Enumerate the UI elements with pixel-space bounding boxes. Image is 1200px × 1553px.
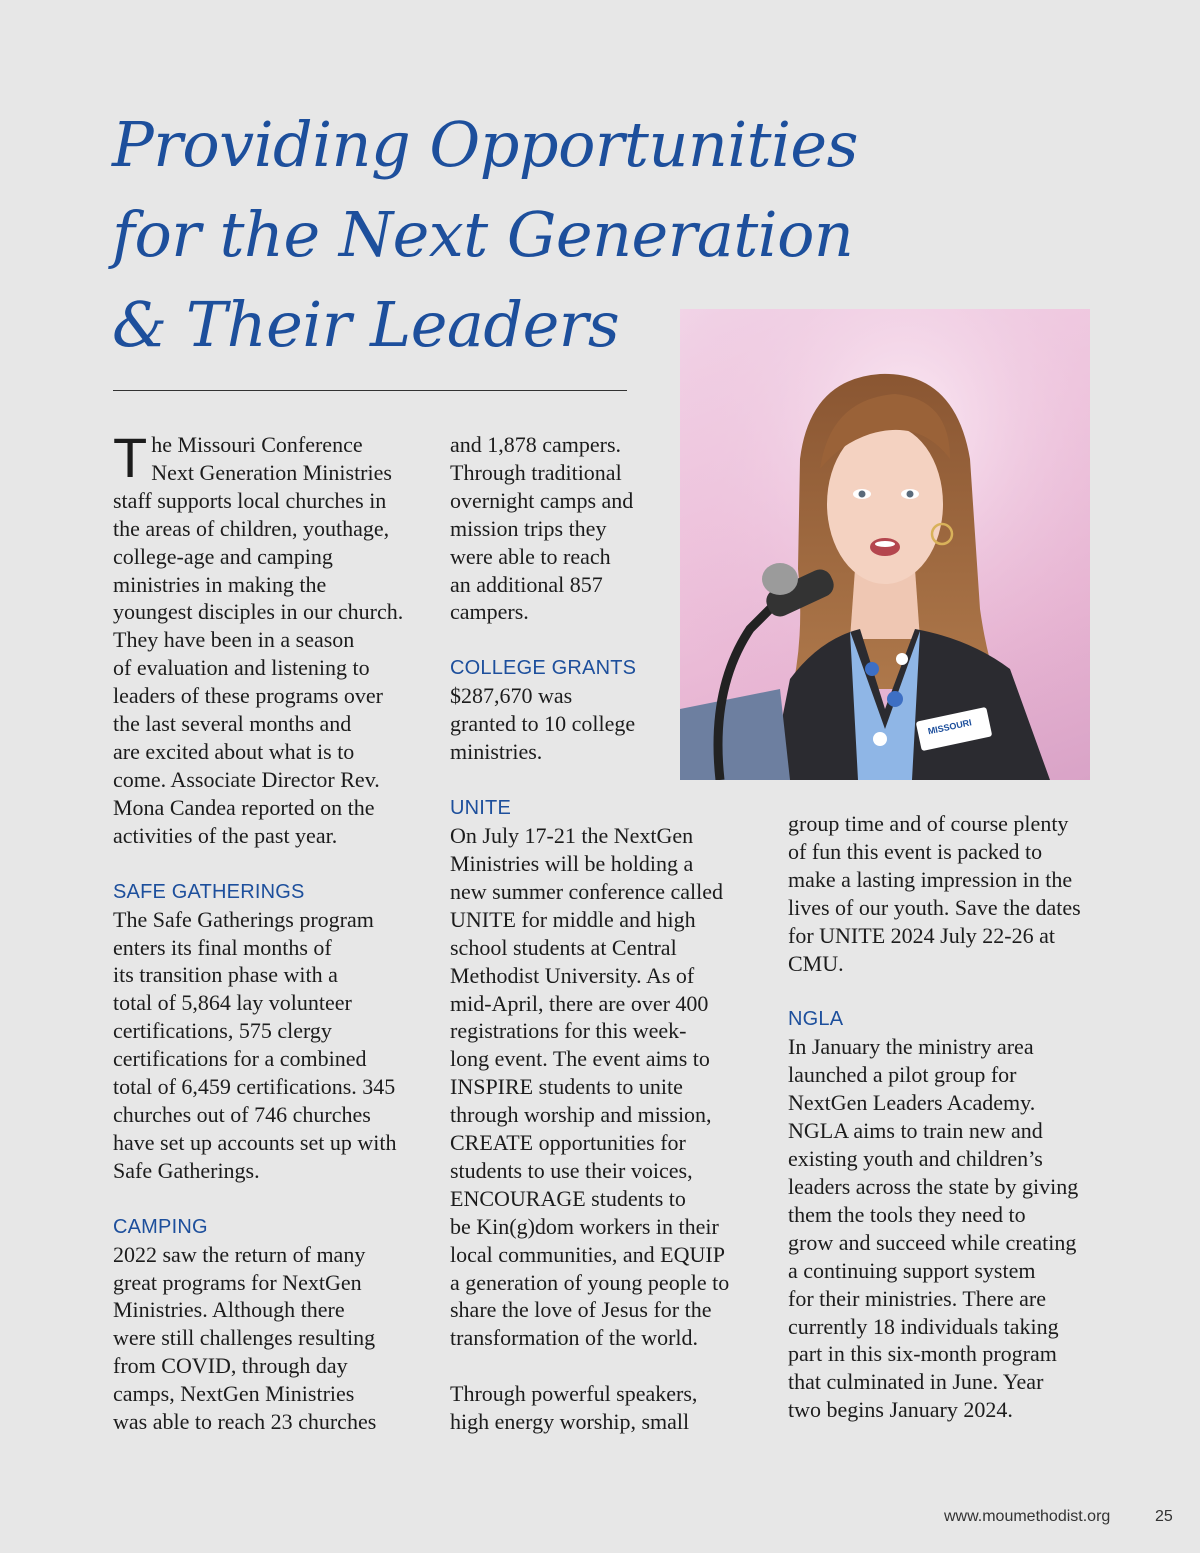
speaker-photo (680, 309, 1090, 780)
speaker-at-podium-photo (680, 309, 1090, 780)
footer-url[interactable]: www.moumethodist.org (944, 1508, 1111, 1525)
unite-line: share the love of Jesus for the (450, 1297, 712, 1323)
safe-gatherings-line: The Safe Gatherings program (113, 906, 374, 932)
unite-line: Through powerful speakers, (450, 1381, 698, 1407)
camping-line: mission trips they (450, 515, 607, 541)
ngla-line: that culminated in June. Year (788, 1369, 1044, 1395)
intro-paragraph (113, 426, 404, 850)
unite-line: school students at Central (450, 934, 677, 960)
unite-line: INSPIRE students to unite (450, 1074, 683, 1100)
unite-line: through worship and mission, (450, 1102, 712, 1128)
ngla-line: leaders across the state by giving (788, 1173, 1079, 1199)
unite-line: ENCOURAGE students to (450, 1185, 686, 1211)
college-grants-heading: COLLEGE GRANTS (450, 657, 637, 680)
camping-line: overnight camps and (450, 487, 634, 513)
ngla-paragraph (788, 1033, 1081, 1424)
ngla-line: launched a pilot group for (788, 1062, 1017, 1088)
ngla-heading: NGLA (788, 1008, 844, 1031)
unite-paragraph (450, 822, 729, 1352)
unite-paragraph-continued (788, 810, 1081, 977)
safe-gatherings-line: Safe Gatherings. (113, 1157, 260, 1183)
college-grants-line: granted to 10 college (450, 711, 636, 737)
safe-gatherings-line: churches out of 746 churches (113, 1101, 371, 1127)
column-1 (113, 426, 404, 1436)
unite-line: students to use their voices, (450, 1157, 693, 1183)
unite-line: new summer conference called (450, 878, 724, 904)
intro-line: the areas of children, youthage, (113, 515, 390, 541)
college-grants-line: ministries. (450, 739, 543, 765)
unite-line: long event. The event aims to (450, 1046, 710, 1072)
ngla-line: for their ministries. There are (788, 1285, 1046, 1311)
intro-line: college-age and camping (113, 543, 333, 569)
intro-line: Next Generation Ministries (151, 459, 392, 485)
intro-line: Mona Candea reported on the (113, 794, 375, 820)
title-line-2: for the Next Generation (112, 198, 854, 271)
camping-line: from COVID, through day (113, 1353, 348, 1379)
unite-line: be Kin(g)dom workers in their (450, 1213, 719, 1239)
ngla-line: NextGen Leaders Academy. (788, 1090, 1036, 1116)
page-number: 25 (1155, 1508, 1173, 1525)
badge-text: MISSOURI (926, 717, 973, 737)
column-3 (788, 810, 1081, 1424)
intro-line: They have been in a season (113, 627, 355, 653)
ngla-line: them the tools they need to (788, 1201, 1026, 1227)
unite-line: On July 17-21 the NextGen (450, 823, 694, 849)
intro-line: ministries in making the (113, 571, 327, 597)
camping-heading: CAMPING (113, 1215, 208, 1238)
safe-gatherings-line: certifications for a combined (113, 1046, 367, 1072)
intro-line: he Missouri Conference (151, 432, 363, 457)
ngla-line: part in this six-month program (788, 1341, 1057, 1367)
unite-line: Methodist University. As of (450, 962, 695, 988)
intro-line: the last several months and (113, 711, 352, 737)
unite-line: CMU. (788, 950, 844, 976)
camping-line: campers. (450, 599, 529, 625)
unite-line: lives of our youth. Save the dates (788, 894, 1081, 920)
title-line-3: & Their Leaders (112, 288, 620, 361)
safe-gatherings-line: enters its final months of (113, 934, 332, 960)
camping-line: 2022 saw the return of many (113, 1241, 366, 1267)
ngla-line: two begins January 2024. (788, 1397, 1013, 1423)
unite-line: of fun this event is packed to (788, 838, 1043, 864)
title-line-1: Providing Opportunities (112, 108, 858, 181)
safe-gatherings-heading: SAFE GATHERINGS (113, 880, 305, 903)
unite-line: UNITE for middle and high (450, 906, 696, 932)
ngla-line: grow and succeed while creating (788, 1229, 1077, 1255)
ngla-line: a continuing support system (788, 1257, 1036, 1283)
college-grants-line: $287,670 was (450, 683, 573, 709)
unite-line: mid-April, there are over 400 (450, 990, 709, 1016)
unite-line: a generation of young people to (450, 1269, 730, 1295)
intro-line: activities of the past year. (113, 822, 338, 848)
camping-line: Ministries. Although there (113, 1297, 345, 1323)
unite-line: registrations for this week- (450, 1018, 687, 1044)
intro-line: are excited about what is to (113, 738, 355, 764)
safe-gatherings-line: its transition phase with a (113, 962, 338, 988)
camping-line: were able to reach (450, 543, 611, 569)
unite-heading: UNITE (450, 797, 511, 820)
camping-paragraph (113, 1241, 403, 1436)
ngla-line: NGLA aims to train new and (788, 1118, 1043, 1144)
intro-line: come. Associate Director Rev. (113, 766, 380, 792)
safe-gatherings-line: total of 6,459 certifications. 345 (113, 1074, 396, 1100)
safe-gatherings-paragraph (113, 906, 403, 1185)
intro-line: youngest disciples in our church. (113, 599, 404, 625)
camping-line: Through traditional (450, 459, 622, 485)
unite-line: group time and of course plenty (788, 811, 1069, 836)
intro-line: leaders of these programs over (113, 683, 384, 709)
ngla-line: existing youth and children’s (788, 1146, 1043, 1172)
unite-paragraph-2 (450, 1380, 729, 1436)
safe-gatherings-line: certifications, 575 clergy (113, 1018, 332, 1044)
camping-line: were still challenges resulting (113, 1325, 376, 1351)
unite-line: make a lasting impression in the (788, 866, 1073, 892)
unite-line: Ministries will be holding a (450, 850, 694, 876)
drop-cap: T (113, 426, 148, 489)
camping-line: camps, NextGen Ministries (113, 1381, 355, 1407)
ngla-line: currently 18 individuals taking (788, 1313, 1059, 1339)
ngla-line: In January the ministry area (788, 1034, 1034, 1060)
unite-line: local communities, and EQUIP (450, 1241, 725, 1267)
safe-gatherings-line: have set up accounts set up with (113, 1129, 397, 1155)
intro-line: staff supports local churches in (113, 487, 387, 513)
unite-line: transformation of the world. (450, 1325, 699, 1351)
camping-line: great programs for NextGen (113, 1269, 362, 1295)
safe-gatherings-line: total of 5,864 lay volunteer (113, 990, 352, 1016)
unite-line: for UNITE 2024 July 22-26 at (788, 922, 1056, 948)
camping-line: was able to reach 23 churches (113, 1409, 377, 1435)
title-divider (113, 390, 627, 391)
camping-line: an additional 857 (450, 571, 603, 597)
unite-line: high energy worship, small (450, 1409, 690, 1435)
unite-line: CREATE opportunities for (450, 1130, 686, 1156)
camping-line: and 1,878 campers. (450, 432, 622, 457)
intro-line: of evaluation and listening to (113, 655, 370, 681)
